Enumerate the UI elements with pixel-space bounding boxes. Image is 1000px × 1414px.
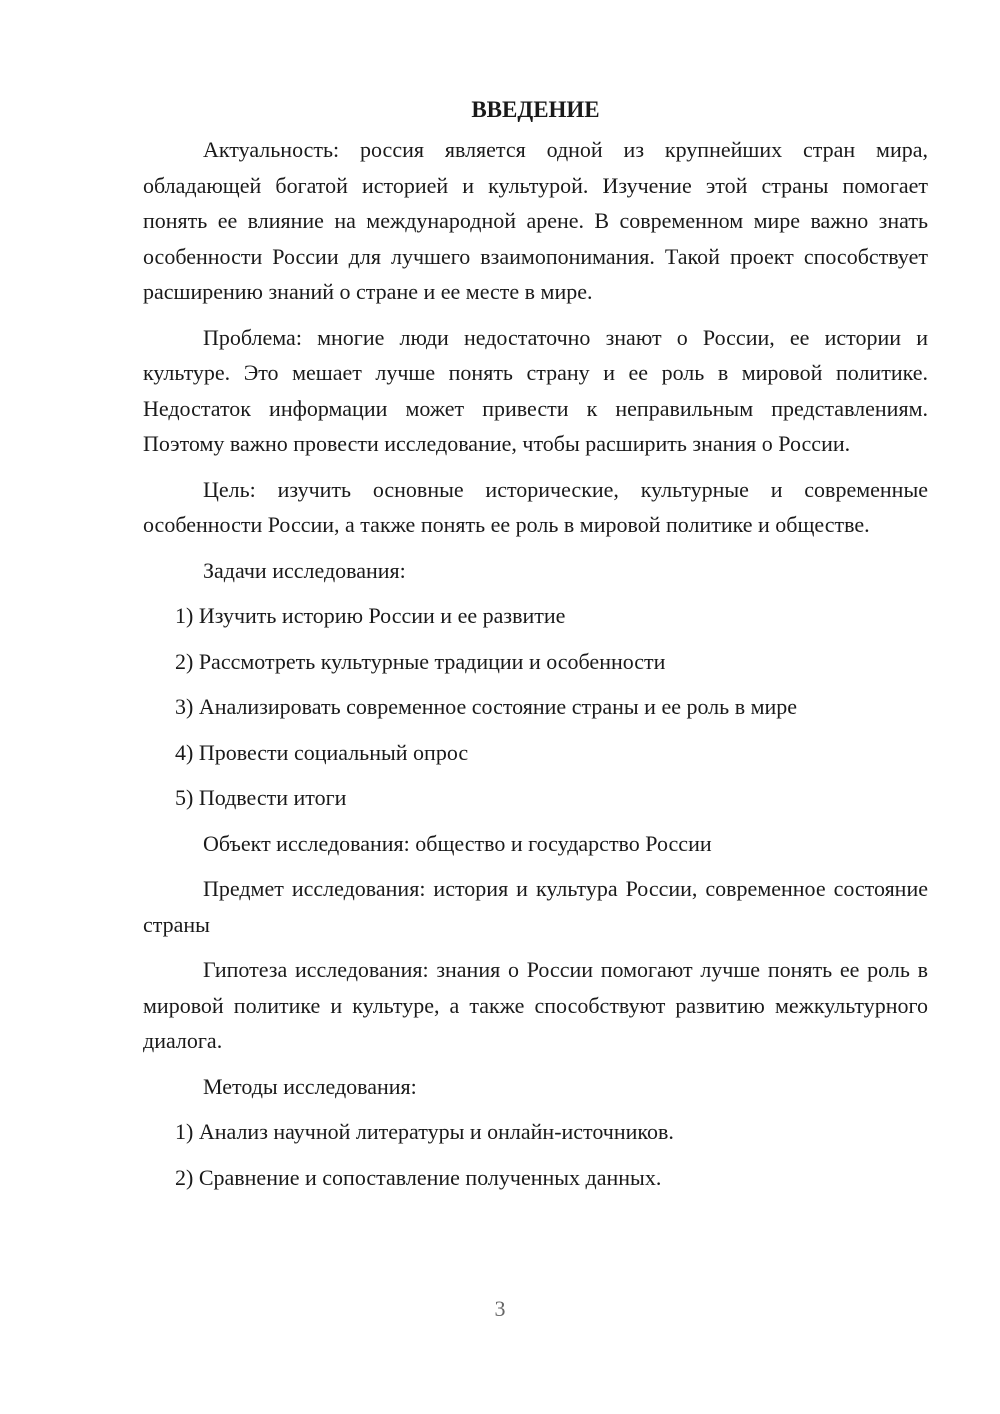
methods-heading: Методы исследования: xyxy=(203,1073,417,1099)
list-item: 1) Изучить историю России и ее развитие xyxy=(175,603,566,628)
list-item: 3) Анализировать современное состояние страны и ее роль в мире xyxy=(175,694,798,719)
document-page xyxy=(143,92,928,1205)
problem-paragraph: Проблема: многие люди недостаточно знают о России, ее истории и культуре. Это мешает лучше понять страну и ее роль в мировой политике. Недостаток информации может привести к неправильным представлениям. Поэтому важно провести исследование, чтобы расширить знания о России. xyxy=(143,324,928,456)
subject-paragraph: Предмет исследования: история и культура России, современное состояние страны xyxy=(143,876,928,937)
list-item: 2) Сравнение и сопоставление полученных данных. xyxy=(175,1164,662,1190)
methods-list xyxy=(143,1114,928,1195)
goal-paragraph: Цель: изучить основные исторические, культурные и современные особенности России, а также понять ее роль в мировой политике и обществе. xyxy=(143,476,928,537)
hypothesis-paragraph: Гипотеза исследования: знания о России помогают лучше понять ее роль в мировой политике и культуре, а также способствуют развитию межкультурного диалога. xyxy=(143,957,928,1053)
list-item: 5) Подвести итоги xyxy=(175,785,347,810)
page-number: 3 xyxy=(494,1296,506,1321)
object-paragraph: Объект исследования: общество и государство России xyxy=(203,830,712,856)
list-item: 2) Рассмотреть культурные традиции и особенности xyxy=(175,648,666,674)
page-title: ВВЕДЕНИЕ xyxy=(471,97,600,122)
relevance-paragraph: Актуальность: россия является одной из крупнейших стран мира, обладающей богатой историей и культурой. Изучение этой страны помогает понять ее влияние на международной арене. В современном мире важно знать особенности России для лучшего взаимопонимания. Такой проект способствует расширению знаний о стране и ее месте в мире. xyxy=(143,137,928,304)
tasks-heading: Задачи исследования: xyxy=(203,557,406,583)
list-item: 1) Анализ научной литературы и онлайн-источников. xyxy=(175,1119,674,1144)
list-item: 4) Провести социальный опрос xyxy=(175,739,469,765)
tasks-list xyxy=(143,598,928,816)
